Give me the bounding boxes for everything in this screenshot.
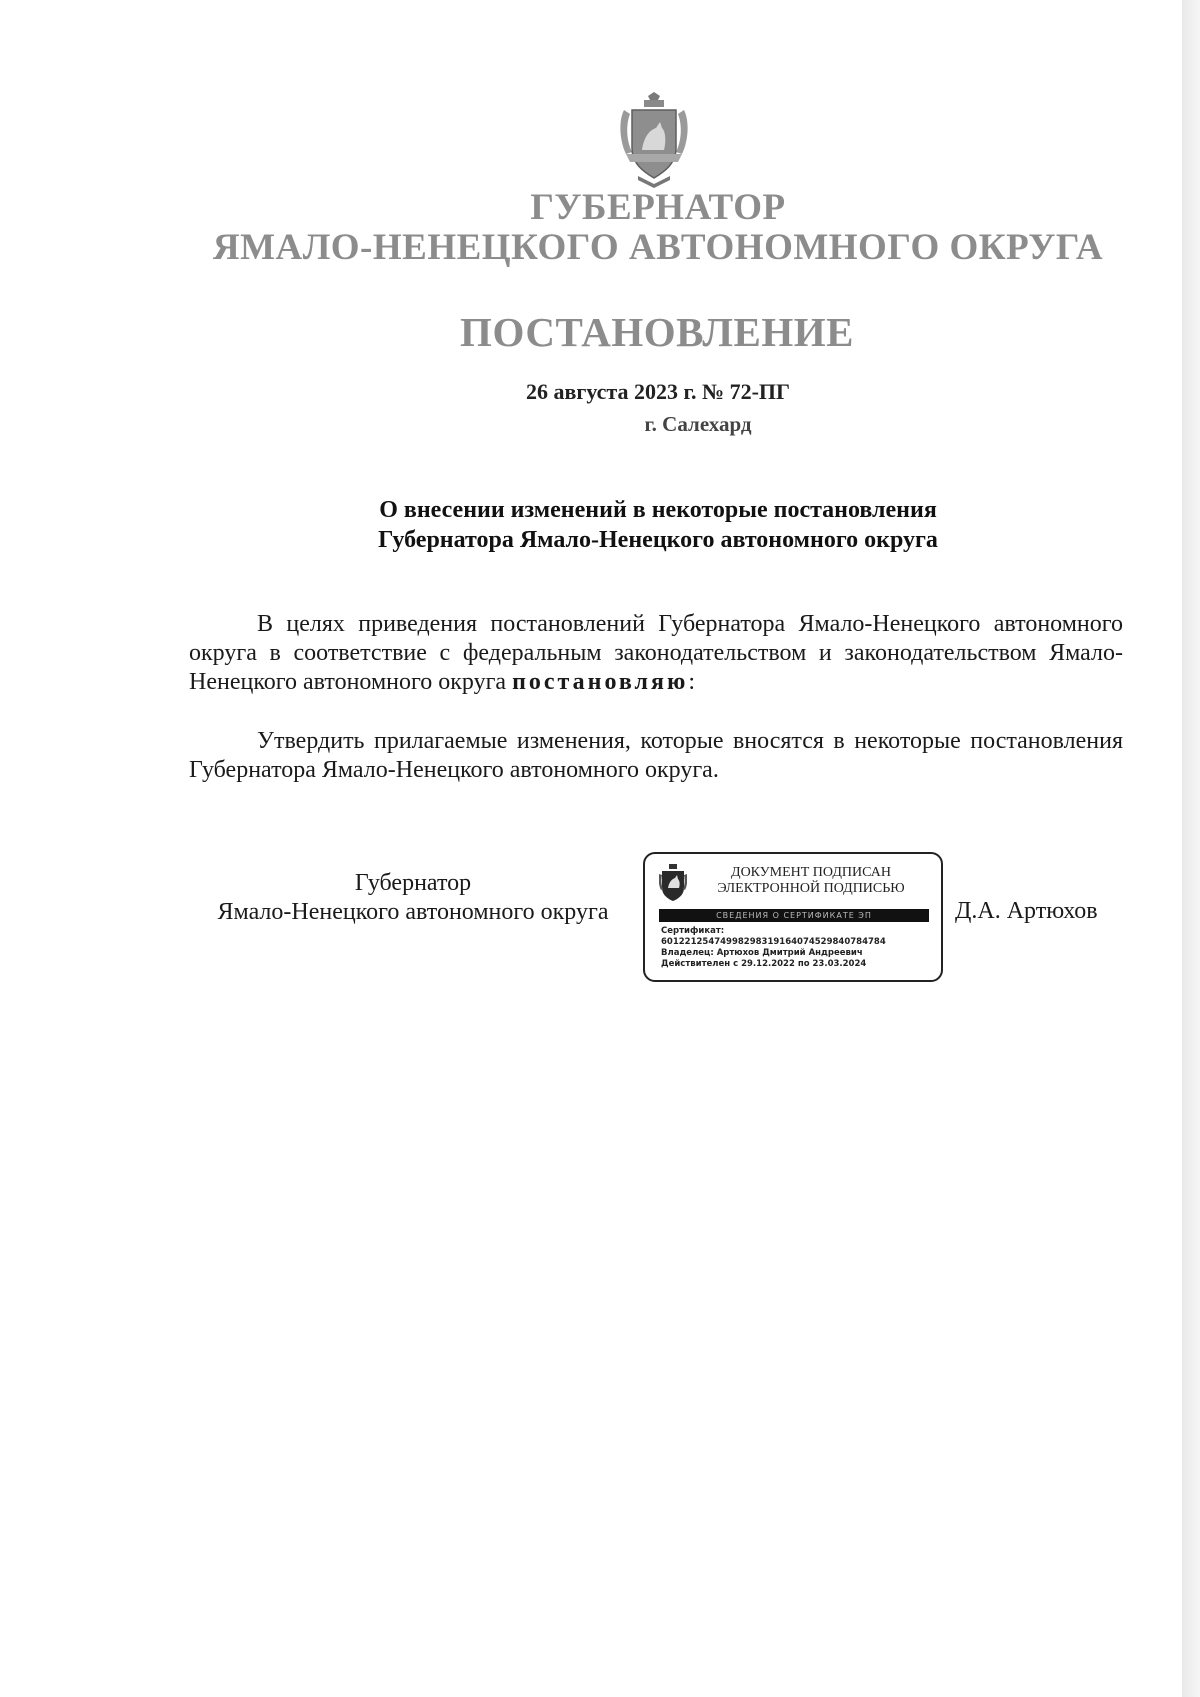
document-city: г. Салехард	[644, 412, 752, 436]
document-type-title: ПОСТАНОВЛЕНИЕ	[460, 309, 854, 355]
stamp-certificate-details	[661, 926, 886, 970]
header-title-region: ЯМАЛО-НЕНЕЦКОГО АВТОНОМНОГО ОКРУГА	[212, 227, 1104, 268]
paragraph-1-end: :	[688, 669, 695, 695]
paragraph-2-text: Утвердить прилагаемые изменения, которые вносятся в некоторые постановления Губернатора Ямало-Ненецкого автономного округа.	[189, 728, 1123, 783]
stamp-certificate-bar: СВЕДЕНИЯ О СЕРТИФИКАТЕ ЭП	[659, 909, 929, 922]
paragraph-1-text: В целях приведения постановлений Губернатора Ямало-Ненецкого автономного округа в соответствие с федеральным законодательством и законодательством Ямало-Ненецкого автономного округа	[189, 611, 1123, 695]
signatory-position	[188, 869, 638, 927]
header-title-governor: ГУБЕРНАТОР	[530, 187, 786, 228]
signatory-position-line-2: Ямало-Ненецкого автономного округа	[217, 899, 609, 925]
signatory-name: Д.А. Артюхов	[955, 898, 1098, 924]
paragraph-1-emphasis: постановляю	[512, 669, 689, 695]
body-paragraph-1	[189, 610, 1123, 697]
stamp-emblem-icon	[659, 864, 687, 902]
subject-line-2: Губернатора Ямало-Ненецкого автономного округа	[378, 527, 938, 553]
document-subject	[58, 495, 1200, 555]
stamp-cert-number: 60122125474998298319164074529840784784	[661, 937, 886, 947]
stamp-heading-line-1: ДОКУМЕНТ ПОДПИСАН	[731, 865, 891, 880]
coat-of-arms-icon	[618, 92, 690, 188]
stamp-heading-line-2: ЭЛЕКТРОННОЙ ПОДПИСЬЮ	[717, 881, 905, 896]
stamp-cert-label: Сертификат:	[661, 926, 725, 936]
stamp-validity: Действителен с 29.12.2022 по 23.03.2024	[661, 959, 867, 969]
document-date-number: 26 августа 2023 г. № 72-ПГ	[525, 379, 791, 404]
subject-line-1: О внесении изменений в некоторые постановления	[379, 497, 937, 523]
signatory-position-line-1: Губернатор	[354, 870, 472, 896]
stamp-owner: Владелец: Артюхов Дмитрий Андреевич	[661, 948, 863, 958]
electronic-signature-stamp	[643, 852, 943, 982]
body-paragraph-2	[189, 727, 1123, 785]
stamp-heading	[691, 865, 931, 897]
